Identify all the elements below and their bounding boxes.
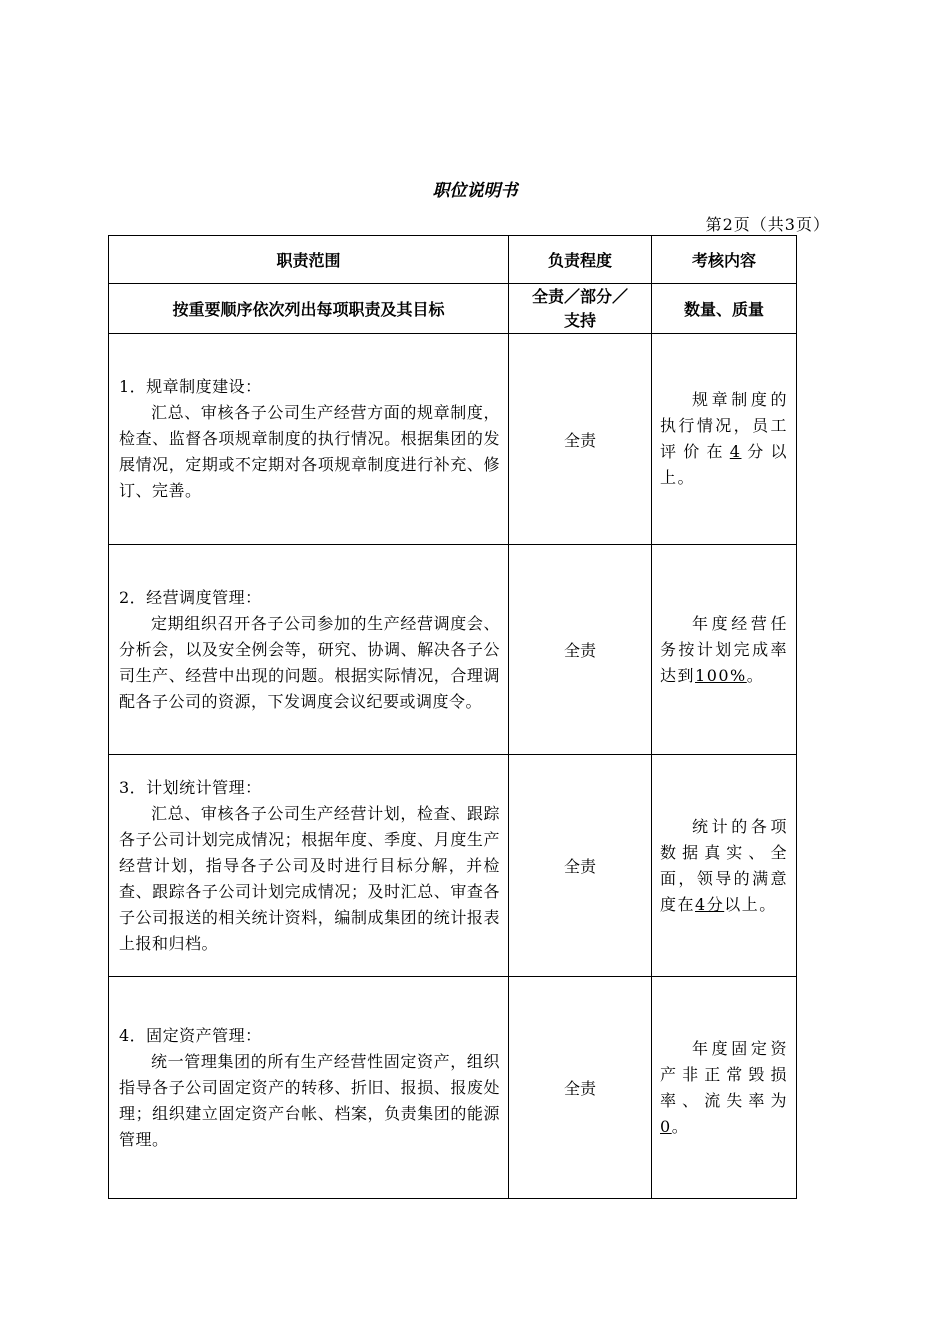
- assessment-value: 4: [729, 442, 742, 461]
- responsibility-degree: 全责: [509, 334, 652, 545]
- subheader-scope: 按重要顺序依次列出每项职责及其目标: [109, 284, 509, 334]
- duty-body: 统一管理集团的所有生产经营性固定资产，组织指导各子公司固定资产的转移、折旧、报损、报废处理；组织建立固定资产台帐、档案，负责集团的能源管理。: [119, 1051, 500, 1149]
- assessment-value: 100%: [695, 665, 747, 685]
- table-row: [109, 977, 797, 1199]
- assessment-content: [652, 334, 797, 545]
- subheader-assessment: 数量、质量: [652, 284, 797, 334]
- assessment-text: 统计的各项数据真实、全面，领导的满意度在: [660, 816, 788, 914]
- assessment-value: 0: [660, 1116, 672, 1136]
- assessment-content: [652, 755, 797, 977]
- duty-heading: 2．经营调度管理：: [119, 587, 262, 607]
- assessment-content: [652, 545, 797, 755]
- assessment-text: 年度经营任务按计划完成率达到: [660, 613, 788, 685]
- subheader-degree-line1: 全责／部分／: [531, 286, 628, 306]
- header-assessment: 考核内容: [652, 236, 797, 284]
- subheader-degree-line2: 支持: [563, 310, 596, 330]
- responsibility-degree: 全责: [509, 545, 652, 755]
- duty-heading: 3．计划统计管理：: [119, 777, 262, 797]
- table-row: [109, 545, 797, 755]
- assessment-suffix: 分以上。: [660, 442, 788, 487]
- duty-description: [109, 977, 509, 1199]
- assessment-suffix: 以上。: [724, 894, 777, 914]
- responsibility-table: [108, 235, 797, 1199]
- page-number: 第2页（共3页）: [705, 215, 830, 234]
- assessment-content: [652, 977, 797, 1199]
- header-degree: 负责程度: [509, 236, 652, 284]
- duty-heading: 4．固定资产管理：: [119, 1025, 262, 1045]
- responsibility-degree: 全责: [509, 755, 652, 977]
- assessment-suffix: 。: [746, 665, 765, 685]
- duty-body: 汇总、审核各子公司生产经营方面的规章制度，检查、监督各项规章制度的执行情况。根据集团的发展情况，定期或不定期对各项规章制度进行补充、修订、完善。: [119, 403, 500, 500]
- duty-description: [109, 334, 509, 545]
- subheader-degree: [509, 284, 652, 334]
- duty-body: 汇总、审核各子公司生产经营计划，检查、跟踪各子公司计划完成情况；根据年度、季度、月度生产经营计划，指导各子公司及时进行目标分解，并检查、跟踪各子公司计划完成情况；及时汇总、审查各子公司报送的相关统计资料，编制成集团的统计报表上报和归档。: [119, 803, 500, 953]
- header-scope: 职责范围: [109, 236, 509, 284]
- document-title: 职位说明书: [432, 181, 518, 201]
- assessment-suffix: 。: [671, 1116, 690, 1136]
- duty-body: 定期组织召开各子公司参加的生产经营调度会、分析会，以及安全例会等，研究、协调、解决各子公司生产、经营中出现的问题。根据实际情况，合理调配各子公司的资源，下发调度会议纪要或调度令。: [119, 613, 500, 711]
- responsibility-degree: 全责: [509, 977, 652, 1199]
- table-row: [109, 755, 797, 977]
- assessment-value: 4分: [695, 894, 725, 914]
- header-row: [109, 236, 797, 284]
- assessment-text: 规章制度的执行情况，员工评价在: [660, 390, 788, 461]
- table-row: [109, 334, 797, 545]
- assessment-text: 年度固定资产非正常毁损率、流失率为: [660, 1038, 788, 1110]
- subheader-row: [109, 284, 797, 334]
- duty-description: [109, 545, 509, 755]
- duty-description: [109, 755, 509, 977]
- duty-heading: 1．规章制度建设：: [119, 377, 262, 396]
